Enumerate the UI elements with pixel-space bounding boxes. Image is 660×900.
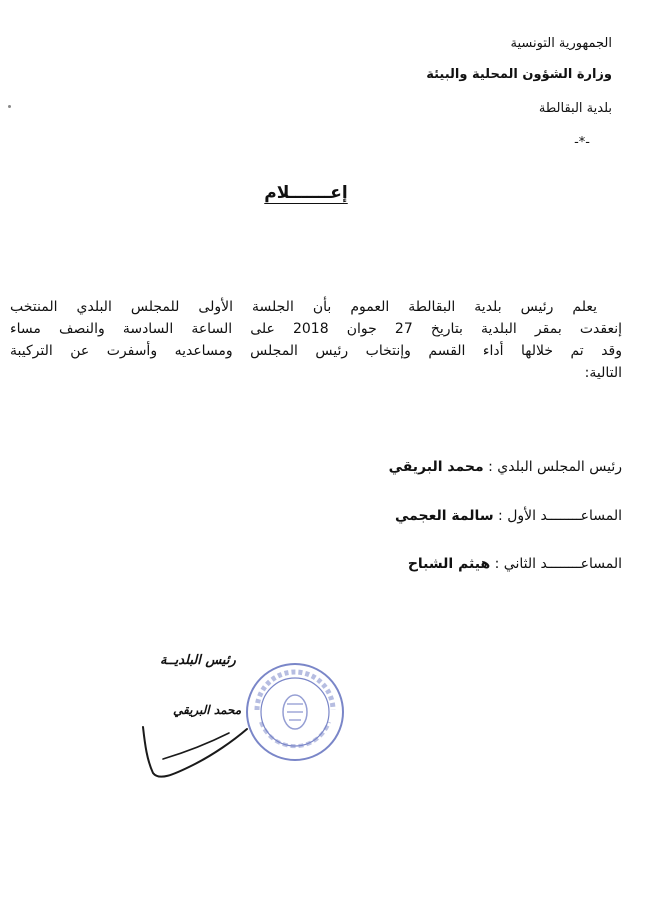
signature-name: محمد البريقي (173, 703, 242, 717)
member-role: رئيس المجلس البلدي : (488, 459, 622, 475)
body-line-1: يعلم رئيس بلدية البقالطة العموم بأن الجلسة الأولى للمجلس البلدي المنتخب (10, 299, 597, 315)
header-republic: الجمهورية التونسية (510, 36, 612, 51)
member-role: المساعــــــــد الأول : (498, 508, 622, 524)
member-first-assistant (395, 508, 622, 524)
member-second-assistant (408, 556, 622, 572)
signature-title: رئيس البلديــة (160, 653, 236, 668)
header-ministry: وزارة الشؤون المحلية والبيئة (426, 67, 612, 82)
member-president (389, 459, 622, 475)
body-line-2: إنعقدت بمقر البلدية بتاريخ 27 جوان 2018 على الساعة السادسة والنصف مساء (10, 321, 622, 337)
member-role: المساعــــــــد الثاني : (494, 556, 622, 572)
municipal-seal-stamp (243, 660, 347, 764)
member-name: محمد البريقي (388, 459, 484, 475)
body-line-3: وقد تم خلالها أداء القسم وإنتخاب رئيس المجلس ومساعديه وأسفرت عن التركيبة (10, 343, 622, 359)
header-municipality: بلدية البقالطة (538, 101, 612, 116)
announcement-body (10, 296, 622, 384)
handwritten-signature (133, 715, 253, 785)
paper-speck (8, 105, 11, 108)
header-separator: -*- (574, 135, 590, 150)
member-name: هيثم الشباح (407, 556, 491, 572)
body-line-4: التالية: (584, 365, 622, 381)
announcement-title: إعـــــــلام (264, 183, 348, 203)
member-name: سالمة العجمي (394, 508, 494, 524)
